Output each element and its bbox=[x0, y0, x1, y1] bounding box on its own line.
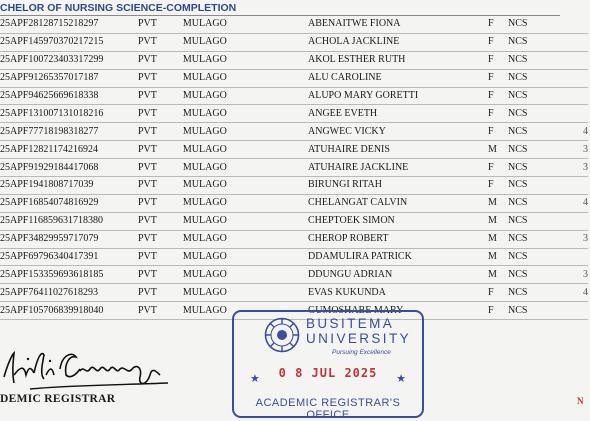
sponsorship-center bbox=[138, 16, 308, 33]
stamp-university-line2: UNIVERSITY bbox=[306, 331, 412, 346]
sex: F bbox=[488, 159, 508, 177]
sponsorship-center bbox=[138, 266, 308, 284]
table-row bbox=[0, 248, 588, 266]
stamp-motto: Pursuing Excellence bbox=[332, 349, 391, 356]
star-icon: ★ bbox=[396, 373, 406, 385]
table-row bbox=[0, 159, 588, 177]
program-code: NCS bbox=[508, 69, 568, 87]
registration-number: 25APF145970370217215 bbox=[0, 33, 138, 51]
sex: M bbox=[488, 194, 508, 212]
program-code: NCS bbox=[508, 123, 568, 141]
sponsorship-center bbox=[138, 230, 308, 248]
student-name: ATUHAIRE DENIS bbox=[308, 141, 488, 159]
program-code: NCS bbox=[508, 248, 568, 266]
program-code: NCS bbox=[508, 33, 568, 51]
center: MULAGO bbox=[182, 143, 227, 155]
edge-value bbox=[568, 16, 588, 33]
sex: M bbox=[488, 212, 508, 230]
edge-value bbox=[568, 105, 588, 123]
registration-number: 25APF153359693618185 bbox=[0, 266, 138, 284]
sponsorship: PVT bbox=[138, 215, 157, 227]
registration-number: 25APF94625669618338 bbox=[0, 87, 138, 105]
sponsorship: PVT bbox=[138, 125, 157, 137]
edge-value bbox=[568, 302, 588, 320]
star-icon: ★ bbox=[250, 373, 260, 385]
program-code: NCS bbox=[508, 141, 568, 159]
sponsorship: PVT bbox=[138, 161, 157, 173]
registration-number: 25APF34829959717079 bbox=[0, 230, 138, 248]
center: MULAGO bbox=[182, 286, 227, 298]
edge-value: 4 bbox=[568, 194, 588, 212]
sponsorship: PVT bbox=[138, 18, 157, 30]
center: MULAGO bbox=[182, 107, 227, 119]
registration-number: 25APF69796340417391 bbox=[0, 248, 138, 266]
university-seal-icon bbox=[264, 317, 300, 353]
sex: M bbox=[488, 248, 508, 266]
university-stamp bbox=[232, 310, 424, 421]
registration-number: 25APF105706839918040 bbox=[0, 302, 138, 320]
sex: F bbox=[488, 51, 508, 69]
sex: F bbox=[488, 69, 508, 87]
student-name: DDUNGU ADRIAN bbox=[308, 266, 488, 284]
registrar-signature bbox=[0, 345, 175, 395]
registration-number: 25APF1941808717039 bbox=[0, 177, 138, 195]
sex: F bbox=[488, 33, 508, 51]
sex: F bbox=[488, 302, 508, 320]
program-code: NCS bbox=[508, 87, 568, 105]
stamp-office: ACADEMIC REGISTRAR'S OFFICE bbox=[255, 397, 401, 421]
stamp-university-name bbox=[306, 316, 411, 346]
edge-value bbox=[568, 33, 588, 51]
student-name: GUMOSHABE MARY bbox=[308, 302, 488, 320]
center: MULAGO bbox=[182, 233, 227, 245]
table-row bbox=[0, 177, 588, 195]
sponsorship-center bbox=[138, 194, 308, 212]
sex: M bbox=[488, 230, 508, 248]
edge-value bbox=[568, 87, 588, 105]
sponsorship-center bbox=[138, 105, 308, 123]
student-name: CHELANGAT CALVIN bbox=[308, 194, 488, 212]
registration-number: 25APF28128715218297 bbox=[0, 16, 138, 33]
center: MULAGO bbox=[182, 18, 227, 30]
registration-number: 25APF100723403317299 bbox=[0, 51, 138, 69]
sponsorship: PVT bbox=[138, 304, 157, 316]
edge-value bbox=[568, 51, 588, 69]
sponsorship-center bbox=[138, 141, 308, 159]
registration-number: 25APF12821174216924 bbox=[0, 141, 138, 159]
center: MULAGO bbox=[182, 36, 227, 48]
student-name: ALUPO MARY GORETTI bbox=[308, 87, 488, 105]
student-name: ANGWEC VICKY bbox=[308, 123, 488, 141]
registrar-label: DEMIC REGISTRAR bbox=[0, 393, 116, 405]
student-name: CHEPTOEK SIMON bbox=[308, 212, 488, 230]
sponsorship-center bbox=[138, 159, 308, 177]
sex: F bbox=[488, 123, 508, 141]
sponsorship: PVT bbox=[138, 179, 157, 191]
table-row bbox=[0, 212, 588, 230]
sex: M bbox=[488, 141, 508, 159]
student-name: AKOL ESTHER RUTH bbox=[308, 51, 488, 69]
corner-text: N bbox=[577, 396, 584, 406]
table-row bbox=[0, 284, 588, 302]
edge-value: 3 bbox=[568, 266, 588, 284]
center: MULAGO bbox=[182, 251, 227, 263]
sex: F bbox=[488, 177, 508, 195]
sponsorship: PVT bbox=[138, 54, 157, 66]
program-code: NCS bbox=[508, 212, 568, 230]
table-row bbox=[0, 16, 588, 33]
sponsorship-center bbox=[138, 123, 308, 141]
center: MULAGO bbox=[182, 125, 227, 137]
table-row bbox=[0, 194, 588, 212]
program-code: NCS bbox=[508, 284, 568, 302]
edge-value bbox=[568, 248, 588, 266]
sex: F bbox=[488, 16, 508, 33]
program-code: NCS bbox=[508, 230, 568, 248]
table-row bbox=[0, 230, 588, 248]
sex: F bbox=[488, 87, 508, 105]
program-code: NCS bbox=[508, 105, 568, 123]
edge-value: 3 bbox=[568, 159, 588, 177]
student-name: DDAMULIRA PATRICK bbox=[308, 248, 488, 266]
table-row bbox=[0, 51, 588, 69]
student-name: ANGEE EVETH bbox=[308, 105, 488, 123]
edge-value: 3 bbox=[568, 230, 588, 248]
center: MULAGO bbox=[182, 90, 227, 101]
registration-number: 25APF131007131018216 bbox=[0, 105, 138, 123]
sponsorship-center bbox=[138, 284, 308, 302]
edge-value bbox=[568, 177, 588, 195]
sponsorship: PVT bbox=[138, 286, 157, 298]
student-name: ATUHAIRE JACKLINE bbox=[308, 159, 488, 177]
registration-number: 25APF77718198318277 bbox=[0, 123, 138, 141]
sponsorship: PVT bbox=[138, 143, 157, 155]
table-row bbox=[0, 141, 588, 159]
graduates-table bbox=[0, 16, 588, 320]
sponsorship: PVT bbox=[138, 90, 157, 101]
program-code: NCS bbox=[508, 266, 568, 284]
edge-value: 3 bbox=[568, 141, 588, 159]
edge-value: 4 bbox=[568, 123, 588, 141]
table-row bbox=[0, 33, 588, 51]
registration-number: 25APF76411027618293 bbox=[0, 284, 138, 302]
program-code: NCS bbox=[508, 16, 568, 33]
center: MULAGO bbox=[182, 268, 227, 280]
center: MULAGO bbox=[182, 54, 227, 66]
student-name: ABENAITWE FIONA bbox=[308, 16, 488, 33]
sponsorship: PVT bbox=[138, 107, 157, 119]
edge-value bbox=[568, 212, 588, 230]
center: MULAGO bbox=[182, 304, 227, 316]
stamp-university-line1: BUSITEMA bbox=[306, 316, 395, 331]
student-name: ACHOLA JACKLINE bbox=[308, 33, 488, 51]
sponsorship-center bbox=[138, 51, 308, 69]
graduates-table-body bbox=[0, 16, 588, 320]
sponsorship-center bbox=[138, 69, 308, 87]
sponsorship: PVT bbox=[138, 233, 157, 245]
student-name: ALU CAROLINE bbox=[308, 69, 488, 87]
program-code: NCS bbox=[508, 302, 568, 320]
program-code: NCS bbox=[508, 51, 568, 69]
sponsorship-center bbox=[138, 87, 308, 105]
program-code: NCS bbox=[508, 194, 568, 212]
sponsorship-center bbox=[138, 248, 308, 266]
registration-number: 25APF91265357017187 bbox=[0, 69, 138, 87]
sponsorship: PVT bbox=[138, 268, 157, 280]
table-row bbox=[0, 105, 588, 123]
table-row bbox=[0, 87, 588, 105]
sponsorship: PVT bbox=[138, 197, 157, 209]
student-name: BIRUNGI RITAH bbox=[308, 177, 488, 195]
sponsorship-center bbox=[138, 33, 308, 51]
sponsorship-center bbox=[138, 212, 308, 230]
table-row bbox=[0, 266, 588, 284]
sex: F bbox=[488, 105, 508, 123]
sex: F bbox=[488, 284, 508, 302]
sponsorship: PVT bbox=[138, 251, 157, 263]
center: MULAGO bbox=[182, 161, 227, 173]
center: MULAGO bbox=[182, 72, 227, 84]
sponsorship-center bbox=[138, 177, 308, 195]
edge-value bbox=[568, 69, 588, 87]
center: MULAGO bbox=[182, 197, 227, 209]
student-name: CHEROP ROBERT bbox=[308, 230, 488, 248]
program-code: NCS bbox=[508, 159, 568, 177]
sex: M bbox=[488, 266, 508, 284]
registration-number: 25APF16854074816929 bbox=[0, 194, 138, 212]
table-row bbox=[0, 123, 588, 141]
sponsorship: PVT bbox=[138, 72, 157, 84]
center: MULAGO bbox=[182, 215, 227, 227]
center: MULAGO bbox=[182, 179, 227, 191]
student-name: EVAS KUKUNDA bbox=[308, 284, 488, 302]
table-row bbox=[0, 69, 588, 87]
registration-number: 25APF116859631718380 bbox=[0, 212, 138, 230]
program-code: NCS bbox=[508, 177, 568, 195]
document-heading: CHELOR OF NURSING SCIENCE-COMPLETION bbox=[0, 2, 237, 14]
registration-number: 25APF91929184417068 bbox=[0, 159, 138, 177]
edge-value: 4 bbox=[568, 284, 588, 302]
stamp-date: 0 8 JUL 2025 bbox=[278, 366, 378, 380]
sponsorship: PVT bbox=[138, 36, 157, 48]
